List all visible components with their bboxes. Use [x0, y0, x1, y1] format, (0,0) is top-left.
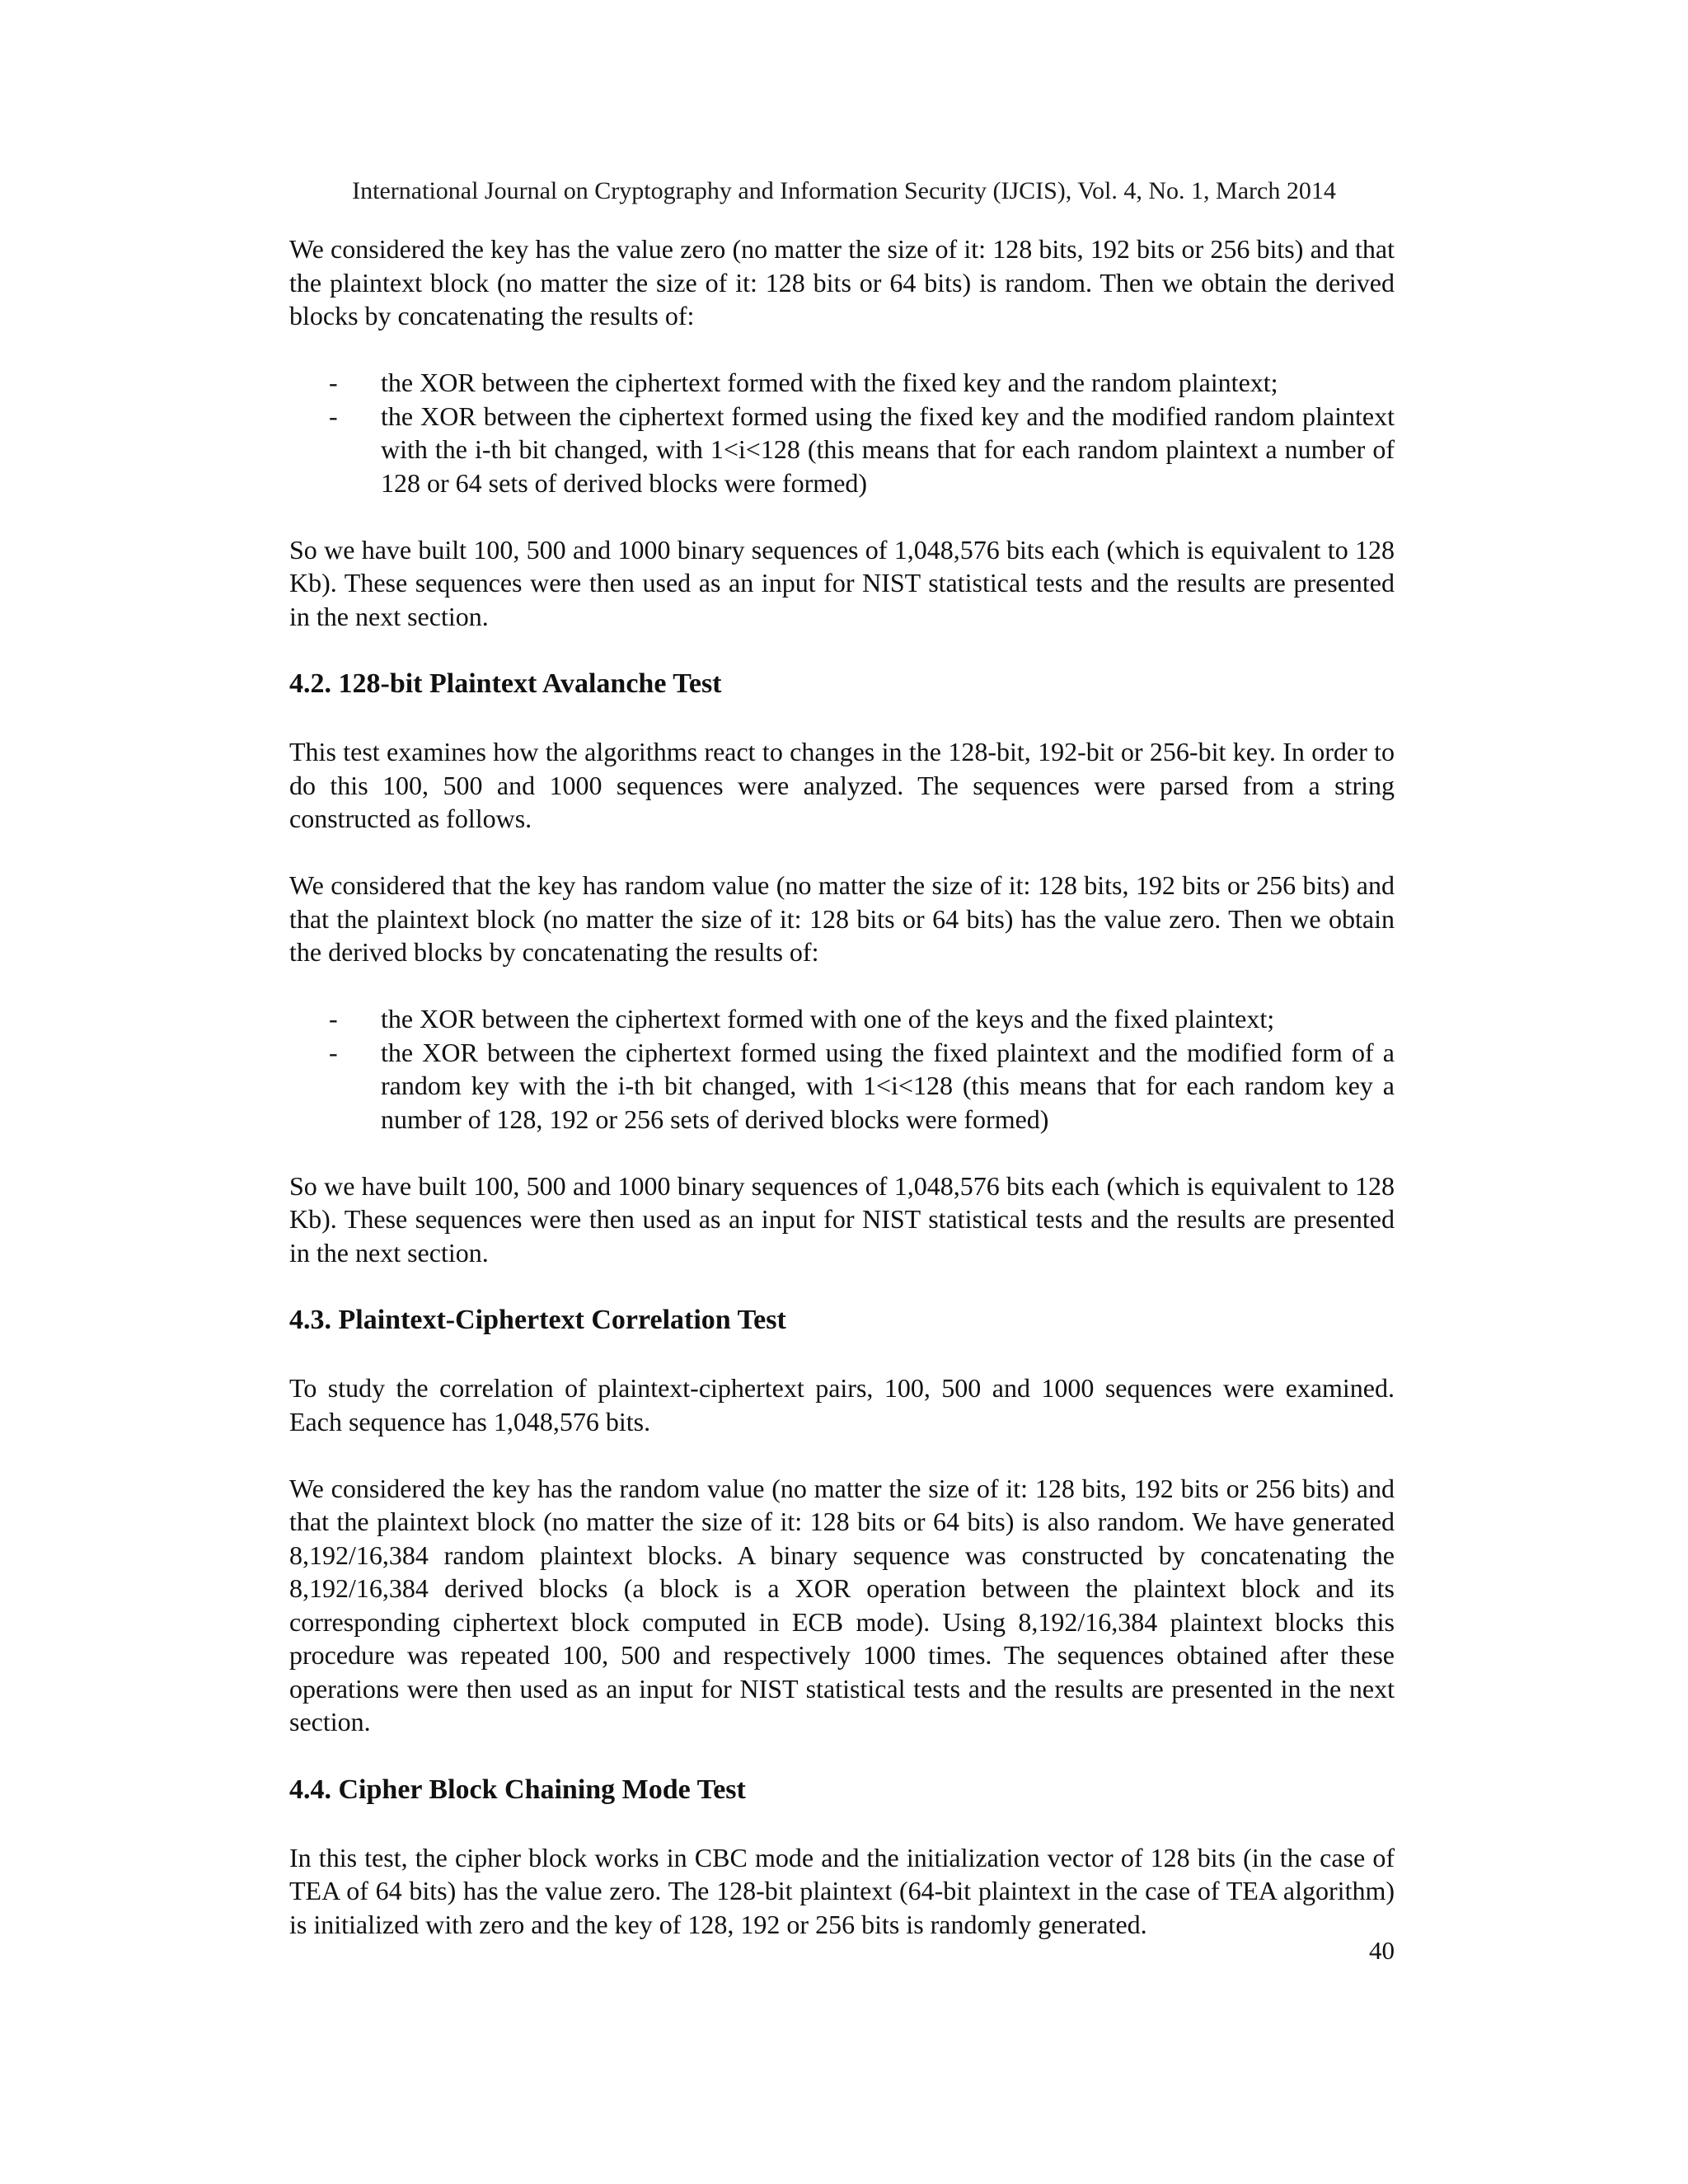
s42-paragraph-3: So we have built 100, 500 and 1000 binary sequences of 1,048,576 bits each (which is equivalent to 128 Kb). These sequences were then used as an input for NIST statistical tests and the results are presented in the next section. [289, 1170, 1395, 1268]
s43-paragraph-1: To study the correlation of plaintext-ciphertext pairs, 100, 500 and 1000 sequences were examined. Each sequence has 1,048,576 bits. [289, 1373, 1395, 1436]
body-text [289, 232, 1395, 1941]
list-item-text: the XOR between the ciphertext formed with the fixed key and the random plaintext; [381, 368, 1278, 397]
section-heading-4-3: 4.3. Plaintext-Ciphertext Correlation Test [289, 1305, 786, 1335]
s42-paragraph-1: This test examines how the algorithms react to changes in the 128-bit, 192-bit or 256-bit key. In order to do this 100, 500 and 1000 sequences were analyzed. The sequences were parsed from a string constructed as follows. [289, 737, 1395, 833]
list-item-text: the XOR between the ciphertext formed with one of the keys and the fixed plaintext; [381, 1004, 1275, 1033]
section-heading-4-4: 4.4. Cipher Block Chaining Mode Test [289, 1774, 746, 1805]
list-item [289, 366, 1395, 400]
intro-bullet-list [289, 366, 1395, 499]
intro-paragraph-2: So we have built 100, 500 and 1000 binary sequences of 1,048,576 bits each (which is equivalent to 128 Kb). These sequences were then used as an input for NIST statistical tests and the results are presented in the next section. [289, 534, 1395, 631]
bullet-dash: - [329, 1004, 338, 1033]
page-number: 40 [1369, 1936, 1395, 1965]
intro-paragraph-1: We considered the key has the value zero (no matter the size of it: 128 bits, 192 bits or 256 bits) and that the plaintext block (no matter the size of it: 128 bits or 64 bits) is random. Then we obtain the derived blocks by concatenating the results of: [289, 234, 1395, 330]
s44-paragraph-1: In this test, the cipher block works in CBC mode and the initialization vector of 128 bits (in the case of TEA of 64 bits) has the value zero. The 128-bit plaintext (64-bit plaintext in the case of TEA algorithm) is initialized with zero and the key of 128, 192 or 256 bits is randomly generated. [289, 1842, 1395, 1939]
section-heading-4-2: 4.2. 128-bit Plaintext Avalanche Test [289, 668, 722, 699]
s42-bullet-list [289, 1002, 1395, 1136]
s42-paragraph-2: We considered that the key has random value (no matter the size of it: 128 bits, 192 bits or 256 bits) and that the plaintext block (no matter the size of it: 128 bits or 64 bits) has the value zero. Then we obtain the derived blocks by concatenating the results of: [289, 870, 1395, 967]
bullet-dash: - [329, 368, 338, 397]
bullet-dash: - [329, 401, 338, 431]
bullet-dash: - [329, 1037, 338, 1067]
list-item-text: the XOR between the ciphertext formed using the fixed key and the modified random plaintext with the i-th bit changed, with 1<i<128 (this means that for each random plaintext a number of 128 or 64 sets of derived blocks were formed) [381, 401, 1395, 498]
list-item [289, 400, 1395, 500]
running-header: International Journal on Cryptography and Information Security (IJCIS), Vol. 4, No. 1, March 2014 [352, 177, 1336, 204]
s43-paragraph-2: We considered the key has the random value (no matter the size of it: 128 bits, 192 bits or 256 bits) and that the plaintext block (no matter the size of it: 128 bits or 64 bits) is also random. We have generated 8,192/16,384 random plaintext blocks. A binary sequence was constructed by concatenating the 8,192/16,384 derived blocks (a block is a XOR operation between the plaintext block and its corresponding ciphertext block computed in ECB mode). Using 8,192/16,384 plaintext blocks this procedure was repeated 100, 500 and respectively 1000 times. The sequences obtained after these operations were then used as an input for NIST statistical tests and the results are presented in the next section. [289, 1473, 1395, 1736]
list-item [289, 1036, 1395, 1137]
list-item-text: the XOR between the ciphertext formed using the fixed plaintext and the modified form of a random key with the i-th bit changed, with 1<i<128 (this means that for each random key a number of 128, 192 or 256 sets of derived blocks were formed) [381, 1037, 1395, 1134]
list-item [289, 1002, 1395, 1036]
